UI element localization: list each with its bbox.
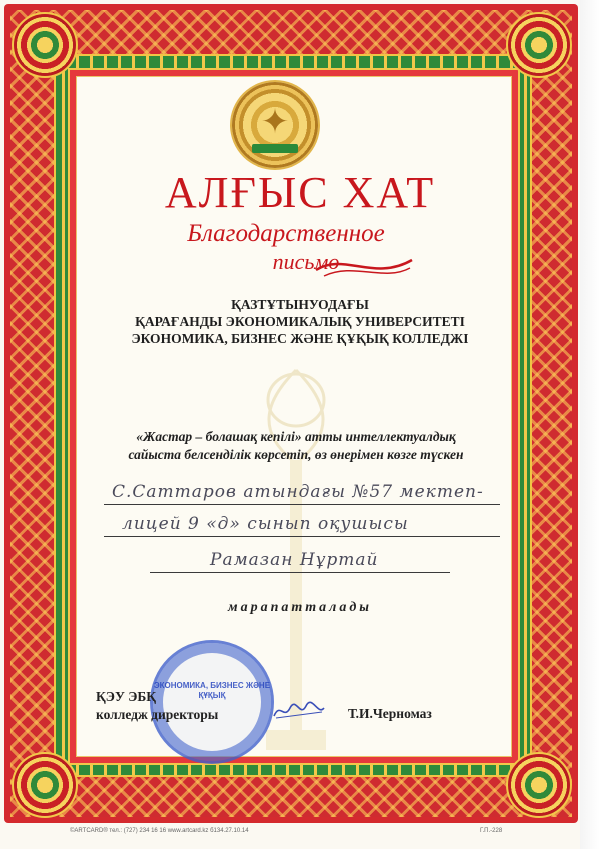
handwritten-line-2: лицей 9 «д» сынып оқушысы bbox=[122, 514, 409, 534]
fill-line-2 bbox=[104, 536, 500, 537]
handwritten-name: Рамазан Нұртай bbox=[210, 550, 379, 570]
title-russian-line1: Благодарственное bbox=[187, 220, 385, 247]
fill-line-1 bbox=[104, 504, 500, 505]
footer-publisher: ©ARTCARD® тел.: (727) 234 16 16 www.artcard.kz б134.27.10.14 bbox=[70, 828, 249, 834]
seal-center-text: ЭКОНОМИКА, БИЗНЕС ЖӘНЕ ҚҰҚЫҚ bbox=[153, 681, 271, 700]
swirl-ornament bbox=[314, 252, 414, 282]
org-line-2: ҚАРАҒАНДЫ ЭКОНОМИКАЛЫҚ УНИВЕРСИТЕТІ bbox=[135, 314, 465, 329]
scan-edge bbox=[580, 0, 600, 849]
title-russian-line2: письмо bbox=[272, 249, 340, 274]
body-line-2: сайыста белсенділік көрсетіп, өз өнерімен көзге түскен bbox=[128, 447, 464, 462]
corner-ornament-top-left bbox=[12, 12, 78, 78]
handwritten-signature bbox=[270, 700, 328, 722]
signatory-name: Т.И.Черномаз bbox=[348, 706, 432, 721]
corner-ornament-top-right bbox=[506, 12, 572, 78]
fill-line-3 bbox=[150, 572, 450, 573]
org-line-3: ЭКОНОМИКА, БИЗНЕС ЖӘНЕ ҚҰҚЫҚ КОЛЛЕДЖІ bbox=[131, 331, 469, 346]
signatory-org: ҚЭУ ЭБҚ bbox=[96, 689, 157, 704]
signatory-position: колледж директоры bbox=[96, 707, 219, 722]
org-line-1: ҚАЗТҰТЫНУОДАҒЫ bbox=[231, 297, 369, 312]
body-line-1: «Жастар – болашақ кепілі» атты интеллектуалдық bbox=[136, 429, 456, 444]
emblem-ribbon bbox=[252, 144, 298, 153]
corner-ornament-bottom-right bbox=[506, 752, 572, 818]
title-kazakh: АЛҒЫС ХАТ bbox=[164, 168, 436, 217]
emblem-star-icon: ✦ bbox=[260, 104, 290, 141]
award-verb: марапатталады bbox=[228, 600, 372, 615]
college-seal bbox=[150, 640, 274, 764]
handwritten-line-1: С.Саттаров атындағы №57 мектеп- bbox=[112, 482, 484, 502]
corner-ornament-bottom-left bbox=[12, 752, 78, 818]
footer-code: Г.П.-228 bbox=[480, 828, 503, 834]
kazakhstan-emblem bbox=[232, 82, 318, 168]
